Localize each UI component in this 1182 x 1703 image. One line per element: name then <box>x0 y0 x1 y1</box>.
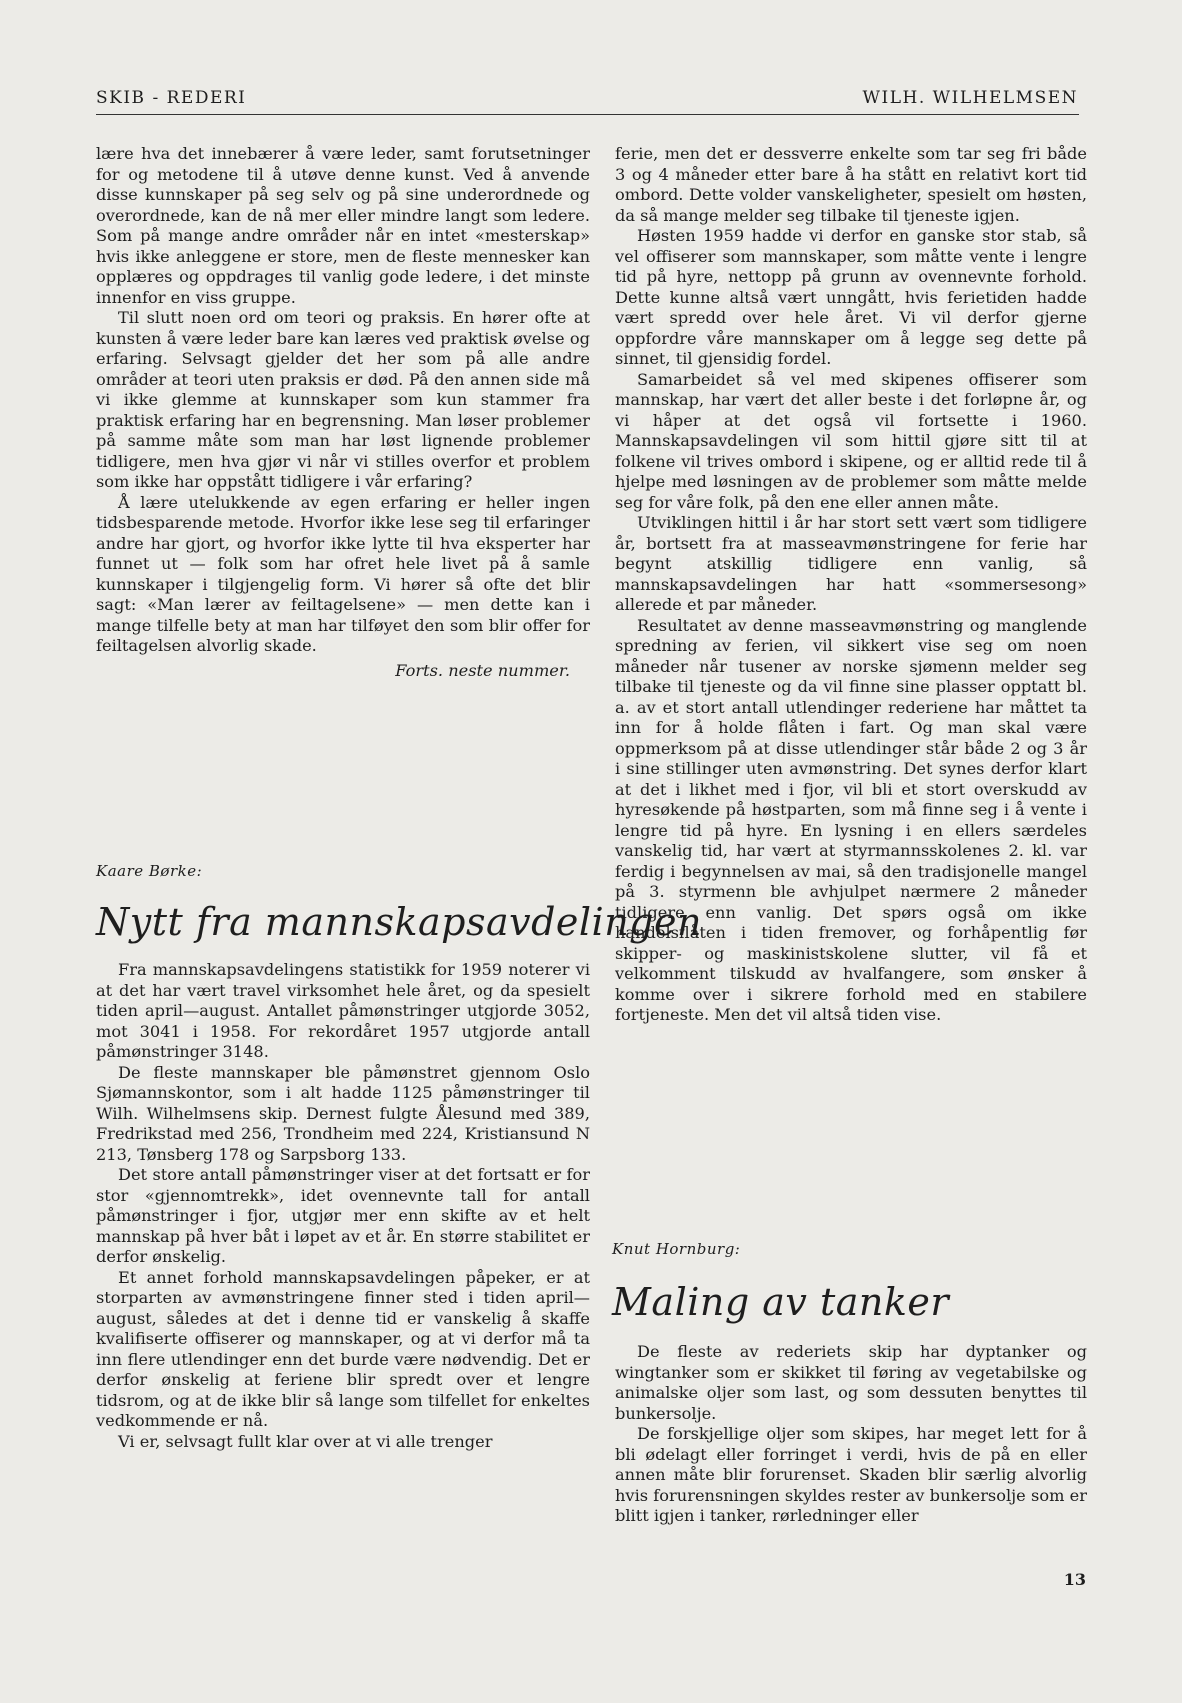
article-body <box>615 1342 1087 1527</box>
continued-note: Forts. neste nummer. <box>395 660 570 680</box>
running-header-right: WILH. WILHELMSEN <box>862 88 1078 108</box>
paragraph: Å lære utelukkende av egen erfaring er heller ingen tidsbesparende metode. Hvorfor ikke lese seg til erfaringer andre har gjort, og hvorfor ikke lytte til hva eksperter har funnet ut — folk som har ofret hele livet på å samle kunnskaper i tilgjengelig form. Vi hører så ofte det blir sagt: «Man lærer av feiltagelsene» — men dette kan i mange tilfelle bety at man har tilføyet den som blir offer for feiltagelsen alvorlig skade. <box>96 492 590 655</box>
paragraph: De fleste mannskaper ble påmønstret gjennom Oslo Sjømannskontor, som i alt hadde 1125 påmønstringer til Wilh. Wilhelmsens skip. Dernest fulgte Ålesund med 389, Fredrikstad med 256, Trondheim med 224, Kristiansund N 213, Tønsberg 178 og Sarpsborg 133. <box>96 1062 590 1164</box>
paragraph: De fleste av rederiets skip har dyptanker og wingtanker som er skikket til føring av vegetabilske og animalske oljer som last, og som dessuten benyttes til bunkersolje. <box>615 1342 1087 1423</box>
article-author: Kaare Børke: <box>96 862 203 880</box>
left-column-continued-text <box>96 144 590 681</box>
paragraph: ferie, men det er dessverre enkelte som tar seg fri både 3 og 4 måneder etter bare å ha stått en relativt kort tid ombord. Dette volder vanskeligheter, spesielt om høsten, da så mange melder seg tilbake til tjeneste igjen. <box>615 144 1087 225</box>
article-title: Maling av tanker <box>612 1280 950 1324</box>
paragraph: Det store antall påmønstringer viser at det fortsatt er for stor «gjennomtrekk», idet ovennevnte tall for antall påmønstringer i fjor, utgjør mer enn skifte av et helt mannskap på hver båt i løpet av et år. En større stabilitet er derfor ønskelig. <box>96 1165 590 1266</box>
right-column-text <box>615 144 1087 1026</box>
page-number: 13 <box>1063 1570 1086 1589</box>
article-author: Knut Hornburg: <box>612 1240 741 1258</box>
article-body <box>96 960 590 1452</box>
paragraph: Vi er, selvsagt fullt klar over at vi alle trenger <box>118 1431 493 1451</box>
paragraph: Til slutt noen ord om teori og praksis. En hører ofte at kunsten å være leder bare kan læres ved praktisk øvelse og erfaring. Selvsagt gjelder det her som på alle andre områder at teori uten praksis er død. På den annen side må vi ikke glemme at kunnskaper som kun stammer fra praktisk erfaring har en begrensning. Man løser problemer på samme måte som man har løst lignende problemer tidligere, men hva gjør vi når vi stilles overfor et problem som ikke har oppstått tidligere i vår erfaring? <box>96 308 590 491</box>
paragraph: Fra mannskapsavdelingens statistikk for 1959 noterer vi at det har vært travel virksomhet hele året, og da spesielt tiden april—august. Antallet påmønstringer utgjorde 3052, mot 3041 i 1958. For rekordåret 1957 utgjorde antall påmønstringer 3148. <box>96 960 590 1061</box>
article-title: Nytt fra mannskapsavdelingen <box>96 900 702 944</box>
paragraph: De forskjellige oljer som skipes, har meget lett for å bli ødelagt eller forringet i verdi, hvis de på en eller annen måte blir forurenset. Skaden blir særlig alvorlig hvis forurensningen skyldes rester av bunkersolje som er blitt igjen i tanker, rørledninger eller <box>615 1424 1087 1525</box>
paragraph: Samarbeidet så vel med skipenes offiserer som mannskap, har vært det aller beste i det forløpne år, og vi håper at det også vil fortsette i 1960. Mannskapsavdelingen vil som hittil gjøre sitt til at folkene vil trives ombord i skipene, og er alltid rede til å hjelpe med løsningen av de problemer som måtte melde seg for våre folk, på den ene eller annen måte. <box>615 369 1087 512</box>
running-header-left: SKIB - REDERI <box>96 88 247 108</box>
paragraph: lære hva det innebærer å være leder, samt forutsetninger for og metodene til å utøve denne kunst. Ved å anvende disse kunnskaper på seg selv og på sine underordnede og overordnede, kan de nå mer eller mindre langt som ledere. Som på mange andre områder når en intet «mesterskap» hvis ikke anleggene er store, men de fleste mennesker kan opplæres og oppdrages til vanlig gode ledere, i det minste innenfor en viss gruppe. <box>96 144 590 307</box>
paragraph: Høsten 1959 hadde vi derfor en ganske stor stab, så vel offiserer som mannskaper, som måtte vente i lengre tid på hyre, nettopp på grunn av ovennevnte forhold. Dette kunne altså vært unngått, hvis ferietiden hadde vært spredd over hele året. Vi vil derfor gjerne oppfordre våre mannskaper om å legge seg dette på sinnet, til gjensidig fordel. <box>615 226 1087 368</box>
paragraph: Et annet forhold mannskapsavdelingen påpeker, er at storparten av avmønstringene finner sted i tiden april—august, således at det i denne tid er vanskelig å skaffe kvalifiserte offiserer og mannskaper, og at vi derfor må ta inn flere utlendinger enn det burde være nødvendig. Det er derfor ønskelig at feriene blir spredt over et lengre tidsrom, og at de ikke blir så lange som tilfellet for enkeltes vedkommende er nå. <box>96 1267 590 1430</box>
paragraph: Utviklingen hittil i år har stort sett vært som tidligere år, bortsett fra at masseavmønstringene for ferie har begynt atskillig tidligere enn vanlig, så mannskapsavdelingen har hatt «sommersesong» allerede et par måneder. <box>615 513 1087 614</box>
paragraph: Resultatet av denne masseavmønstring og manglende spredning av ferien, vil sikkert vise seg om noen måneder når tusener av norske sjømenn melder seg tilbake til tjeneste og da vil finne sine plasser opptatt bl. a. av et stort antall utlendinger rederiene har måttet ta inn for å holde flåten i fart. Og man skal være oppmerksom på at disse utlendinger står både 2 og 3 år i sine stillinger uten avmønstring. Det synes derfor klart at det i likhet med i fjor, vil bli et stort overskudd av hyresøkende på høstparten, som må finne seg i å vente i lengre tid på hyre. En lysning i en ellers særdeles vanskelig tid, har vært at styrmannsskolenes 2. kl. var ferdig i begynnelsen av mai, så den tradisjonelle mangel på 3. styrmenn ble avhjulpet nærmere 2 måneder tidligere enn vanlig. Det spørs også om ikke handelsflåten i tiden fremover, og forhåpentlig før skipper- og maskinistskolene slutter, vil få et velkomment tilskudd av hvalfangere, som ønsker å komme over i sikrere forhold med en stabilere fortjeneste. Men det vil altså tiden vise. <box>615 615 1087 1024</box>
header-rule <box>96 114 1079 115</box>
